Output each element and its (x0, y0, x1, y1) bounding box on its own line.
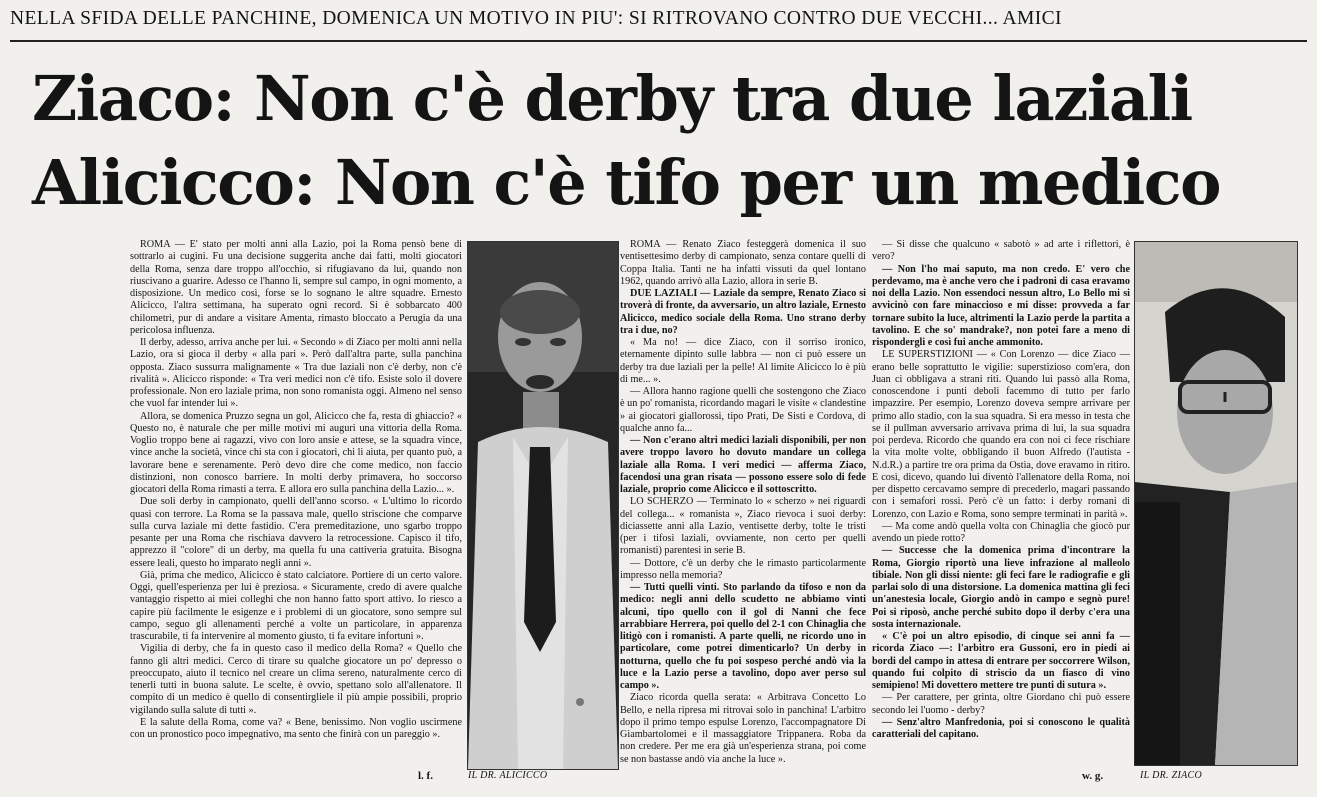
paragraph: E la salute della Roma, come va? « Bene, benissimo. Non voglio uscirmene con un pronostico poco impegnativo, ma sento che finirà con un pareggio ». (130, 716, 462, 740)
paragraph: — Senz'altro Manfredonia, poi si conoscono le qualità caratteriali del capitano. (872, 716, 1130, 740)
article-alicicco (130, 239, 462, 779)
paragraph: Allora, se domenica Pruzzo segna un gol, Alicicco che fa, resta di ghiaccio? « Questo no, è naturale che per mille motivi mi auguri una vittoria della Roma. Voglio troppo bene ai ragazzi, vivo con loro ansie e attese, se la squadra vince, vince anche la società, vince chi sta con i giocatori, chi li aiuta, per quanto può, a lavorare bene e serenamente. Però devo dire che come medico, non faccio distinzioni, non conosco barriere. In molti derby primavera, ho soccorso giocatori della Roma rimasti a terra. E allora ero sulla panchina della Lazio... ». (130, 410, 462, 495)
photo-caption: IL DR. ALICICCO (468, 770, 548, 781)
paragraph: LO SCHERZO — Terminato lo « scherzo » nei riguardi del collega... « romanista », Ziaco rievoca i suoi derby: diciassette anni alla Lazio, ventisette derby, tolte le tristi (per i tifosi laziali, ovviamente, non certo per quelli romanisti) parentesi in serie B. (620, 496, 866, 557)
paragraph: LE SUPERSTIZIONI — « Con Lorenzo — dice Ziaco — erano belle soprattutto le vigilie: superstizioso com'era, don Juan ci obbligava a strani riti. Quando lui passò alla Roma, conoscendone i punti deboli facemmo di tutto per farlo impazzire. Per esempio, Lorenzo doveva sempre arrivare per primo allo stadio, con la sua squadra. Si era messo in testa che se il pullman avversario arrivava prima di lui, la sua squadra poi perdeva. Ricordo che quando era con noi ci fece rischiare la vita molte volte, obbligando il buon Alfredo (l'autista - N.d.R.) a partire tre ora prima da Ostia, dove eravamo in ritiro. E così, dicevo, quando lui diventò l'allenatore della Roma, noi per dispetto cercavamo sempre di precederlo, magari passando con i semafori rossi. Però c'è un fatto: i derby romani di Lorenzo, con Lazio e Roma, sono sempre terminati in parità ». (872, 349, 1130, 520)
paragraph: ROMA — Renato Ziaco festeggerà domenica il suo ventisettesimo derby di campionato, senza contare quelli di Coppa Italia. Tanti ne ha infatti vissuti da quel lontano 1962, quando arrivò alla Lazio, allora in serie B. (620, 239, 866, 287)
article-ziaco (620, 239, 866, 779)
paragraph: Due soli derby in campionato, quelli dell'anno scorso. « L'ultimo lo ricordo quasi con terrore. La Roma se la passava male, quello striscione che comparve sulla curva laziale mi dette fastidio. C'era premeditazione, uno sgarbo troppo pesante per una Roma che rischiava davvero la retrocessione. Capisco il tifo, apprezzo il "colore" di un derby, ma quella fu una cattiveria gratuita. Bisogna essere leali, questo ho imparato negli anni ». (130, 496, 462, 569)
paragraph: ROMA — E' stato per molti anni alla Lazio, poi la Roma pensò bene di sottrarlo ai cugini. Fu una decisione suggerita anche dai fatti, molti giocatori della Roma, senza dare troppo all'occhio, si rifugiavano da lui, quando non riuscivano a guarire. Adesso ce l'hanno lì, sempre sul campo, in ogni momento, a disposizione. Un medico così, forse se lo sognano le altre squadre. Ernesto Alicicco, l'altra settimana, ha superato ogni record. Si è sobbarcato 400 chilometri, pur di andare a visitare Amenta, rimasto bloccato a Perugia da una pericolosa influenza. (130, 239, 462, 336)
paragraph: Vigilia di derby, che fa in questo caso il medico della Roma? « Quello che fanno gli altri medici. Cerco di tirare su qualche giocatore un po' depresso o preoccupato, aiuto il tecnico nel creare un clima sereno, naturalmente cerco di tenerli tutti in buona salute. Le scelte, è ovvio, spettano solo all'allenatore. Il compito di un medico è quello di consentirgliele il più ampie possibili, proprio vigilando sulla salute di tutti ». (130, 643, 462, 716)
paragraph: — Ma come andò quella volta con Chinaglia che giocò pur avendo un piede rotto? (872, 520, 1130, 544)
paragraph: — Si disse che qualcuno « sabotò » ad arte i riflettori, è vero? (872, 239, 1130, 263)
headline-alicicco: Alicicco: Non c'è tifo per un medico (32, 146, 1220, 219)
paragraph: — Dottore, c'è un derby che le rimasto particolarmente impresso nella memoria? (620, 557, 866, 581)
header-rule (10, 40, 1307, 42)
article-ziaco-continued (872, 239, 1130, 779)
photo-alicicco (467, 241, 619, 770)
paragraph: « C'è poi un altro episodio, di cinque sei anni fa — ricorda Ziaco —: l'arbitro era Gussoni, ero in piedi ai bordi del campo in attesa di entrare per soccorrere Wilson, quando fui colpito di striscio da un fiasco di vino semipieno! Mi dovettero mettere tre punti di sutura ». (872, 631, 1130, 691)
paragraph: Ziaco ricorda quella serata: « Arbitrava Concetto Lo Bello, e nella ripresa mi ritrovai solo in panchina! L'arbitro dopo il primo tempo espulse Lorenzo, l'accompagnatore Di Giambartolomei e il massaggiatore Trippanera. Roba da non credere. Per me era già un'esperienza strana, poi come se non bastasse andò via anche la luce ». (620, 692, 866, 765)
kicker-headline: NELLA SFIDA DELLE PANCHINE, DOMENICA UN MOTIVO IN PIU': SI RITROVANO CONTRO DUE VECCHI... AMICI (10, 8, 1062, 29)
paragraph: « Ma no! — dice Ziaco, con il sorriso ironico, eternamente dipinto sulle labbra — non ci può essere un derby tra due laziali per la pelle! Al limite Alicicco lo è più di me... ». (620, 337, 866, 385)
paragraph: DUE LAZIALI — Laziale da sempre, Renato Ziaco si troverà di fronte, da avversario, un altro laziale, Ernesto Alicicco, medico sociale della Roma. Uno strano derby tra i due, no? (620, 288, 866, 336)
photo-ziaco (1134, 241, 1298, 766)
paragraph: — Allora hanno ragione quelli che sostengono che Ziaco è un po' romanista, ricordando magari le visite « clandestine » ai giocatori giallorossi, tipo Prati, De Sisti e Cordova, di qualche anno fa... (620, 386, 866, 434)
photo-caption: IL DR. ZIACO (1140, 770, 1203, 781)
byline-initials: l. f. (418, 770, 433, 782)
paragraph: — Non c'erano altri medici laziali disponibili, per non avere troppo lavoro ho dovuto mandare un collega laziale alla Roma. I veri medici — afferma Ziaco, facendosi una gran risata — possono essere solo di fede laziale, proprio come Alicicco e il sottoscritto. (620, 435, 866, 495)
paragraph: Il derby, adesso, arriva anche per lui. « Secondo » di Ziaco per molti anni nella Lazio, ora si gioca il derby « alla pari ». Però dall'altra parte, sulla panchina opposta. Ziaco sussurra malignamente « Tra due laziali non c'è derby, non c'è rivalità ». Alicicco risponde: « Tra veri medici non c'è tifo. Esiste solo il dovere professionale. Non ero laziale prima, non sono romanista oggi. Almeno nel senso che vuol far intender lui ». (130, 337, 462, 410)
paragraph: — Non l'ho mai saputo, ma non credo. E' vero che perdevamo, ma è anche vero che i padroni di casa eravamo noi della Lazio. Non essendoci nessun altro, Lo Bello mi si avvicinò con fare minaccioso e mi disse: provveda a far tornare subito la luce, altrimenti la Lazio perde la partita a tavolino. E che so' mandrake?, non potei fare a meno di rispondergli e così fui anche ammonito. (872, 263, 1130, 348)
paragraph: — Successe che la domenica prima d'incontrare la Roma, Giorgio riportò una lieve infrazione al malleolo tibiale. Non gli dissi niente: gli feci fare le radiografie e gli parlai solo di una distorsione. La domenica mattina gli feci un'anestesia locale, Giorgio andò in campo e segnò pure! Poi si riposò, anche perché subito dopo il derby c'era una sosta internazionale. (872, 545, 1130, 630)
headline-ziaco: Ziaco: Non c'è derby tra due laziali (32, 62, 1192, 135)
paragraph: — Per carattere, per grinta, oltre Giordano chi può essere secondo lei l'uomo - derby? (872, 692, 1130, 716)
paragraph: — Tutti quelli vinti. Sto parlando da tifoso e non da medico: negli anni dello scudetto ne abbiamo vinti alcuni, tipo quello con il gol di Nanni che fece arrabbiare Herrera, poi quello del 2-1 con Chinaglia che litigò con i romanisti. A parte quelli, ne ricordo uno in particolare, come potrei dimenticarlo? Un derby in notturna, quello che fu poi sospeso perché andò via la luce e la Lazio perse a tavolino, dopo aver perso sul campo ». (620, 582, 866, 691)
byline-initials: w. g. (1082, 770, 1104, 782)
paragraph: Già, prima che medico, Alicicco è stato calciatore. Portiere di un certo valore. Oggi, quell'esperienza per lui è preziosa. « Sicuramente, credo di avere qualche vantaggio rispetto ai miei colleghi che non hanno fatto sport attivo. Io riesco a capire più facilmente le esigenze e i problemi di un giocatore, sono sempre sul campo, seguo gli allenamenti perché a volte un particolare, in apparenza trascurabile, ti fa intervenire al momento giusto, ti fa evitare infortuni ». (130, 569, 462, 642)
